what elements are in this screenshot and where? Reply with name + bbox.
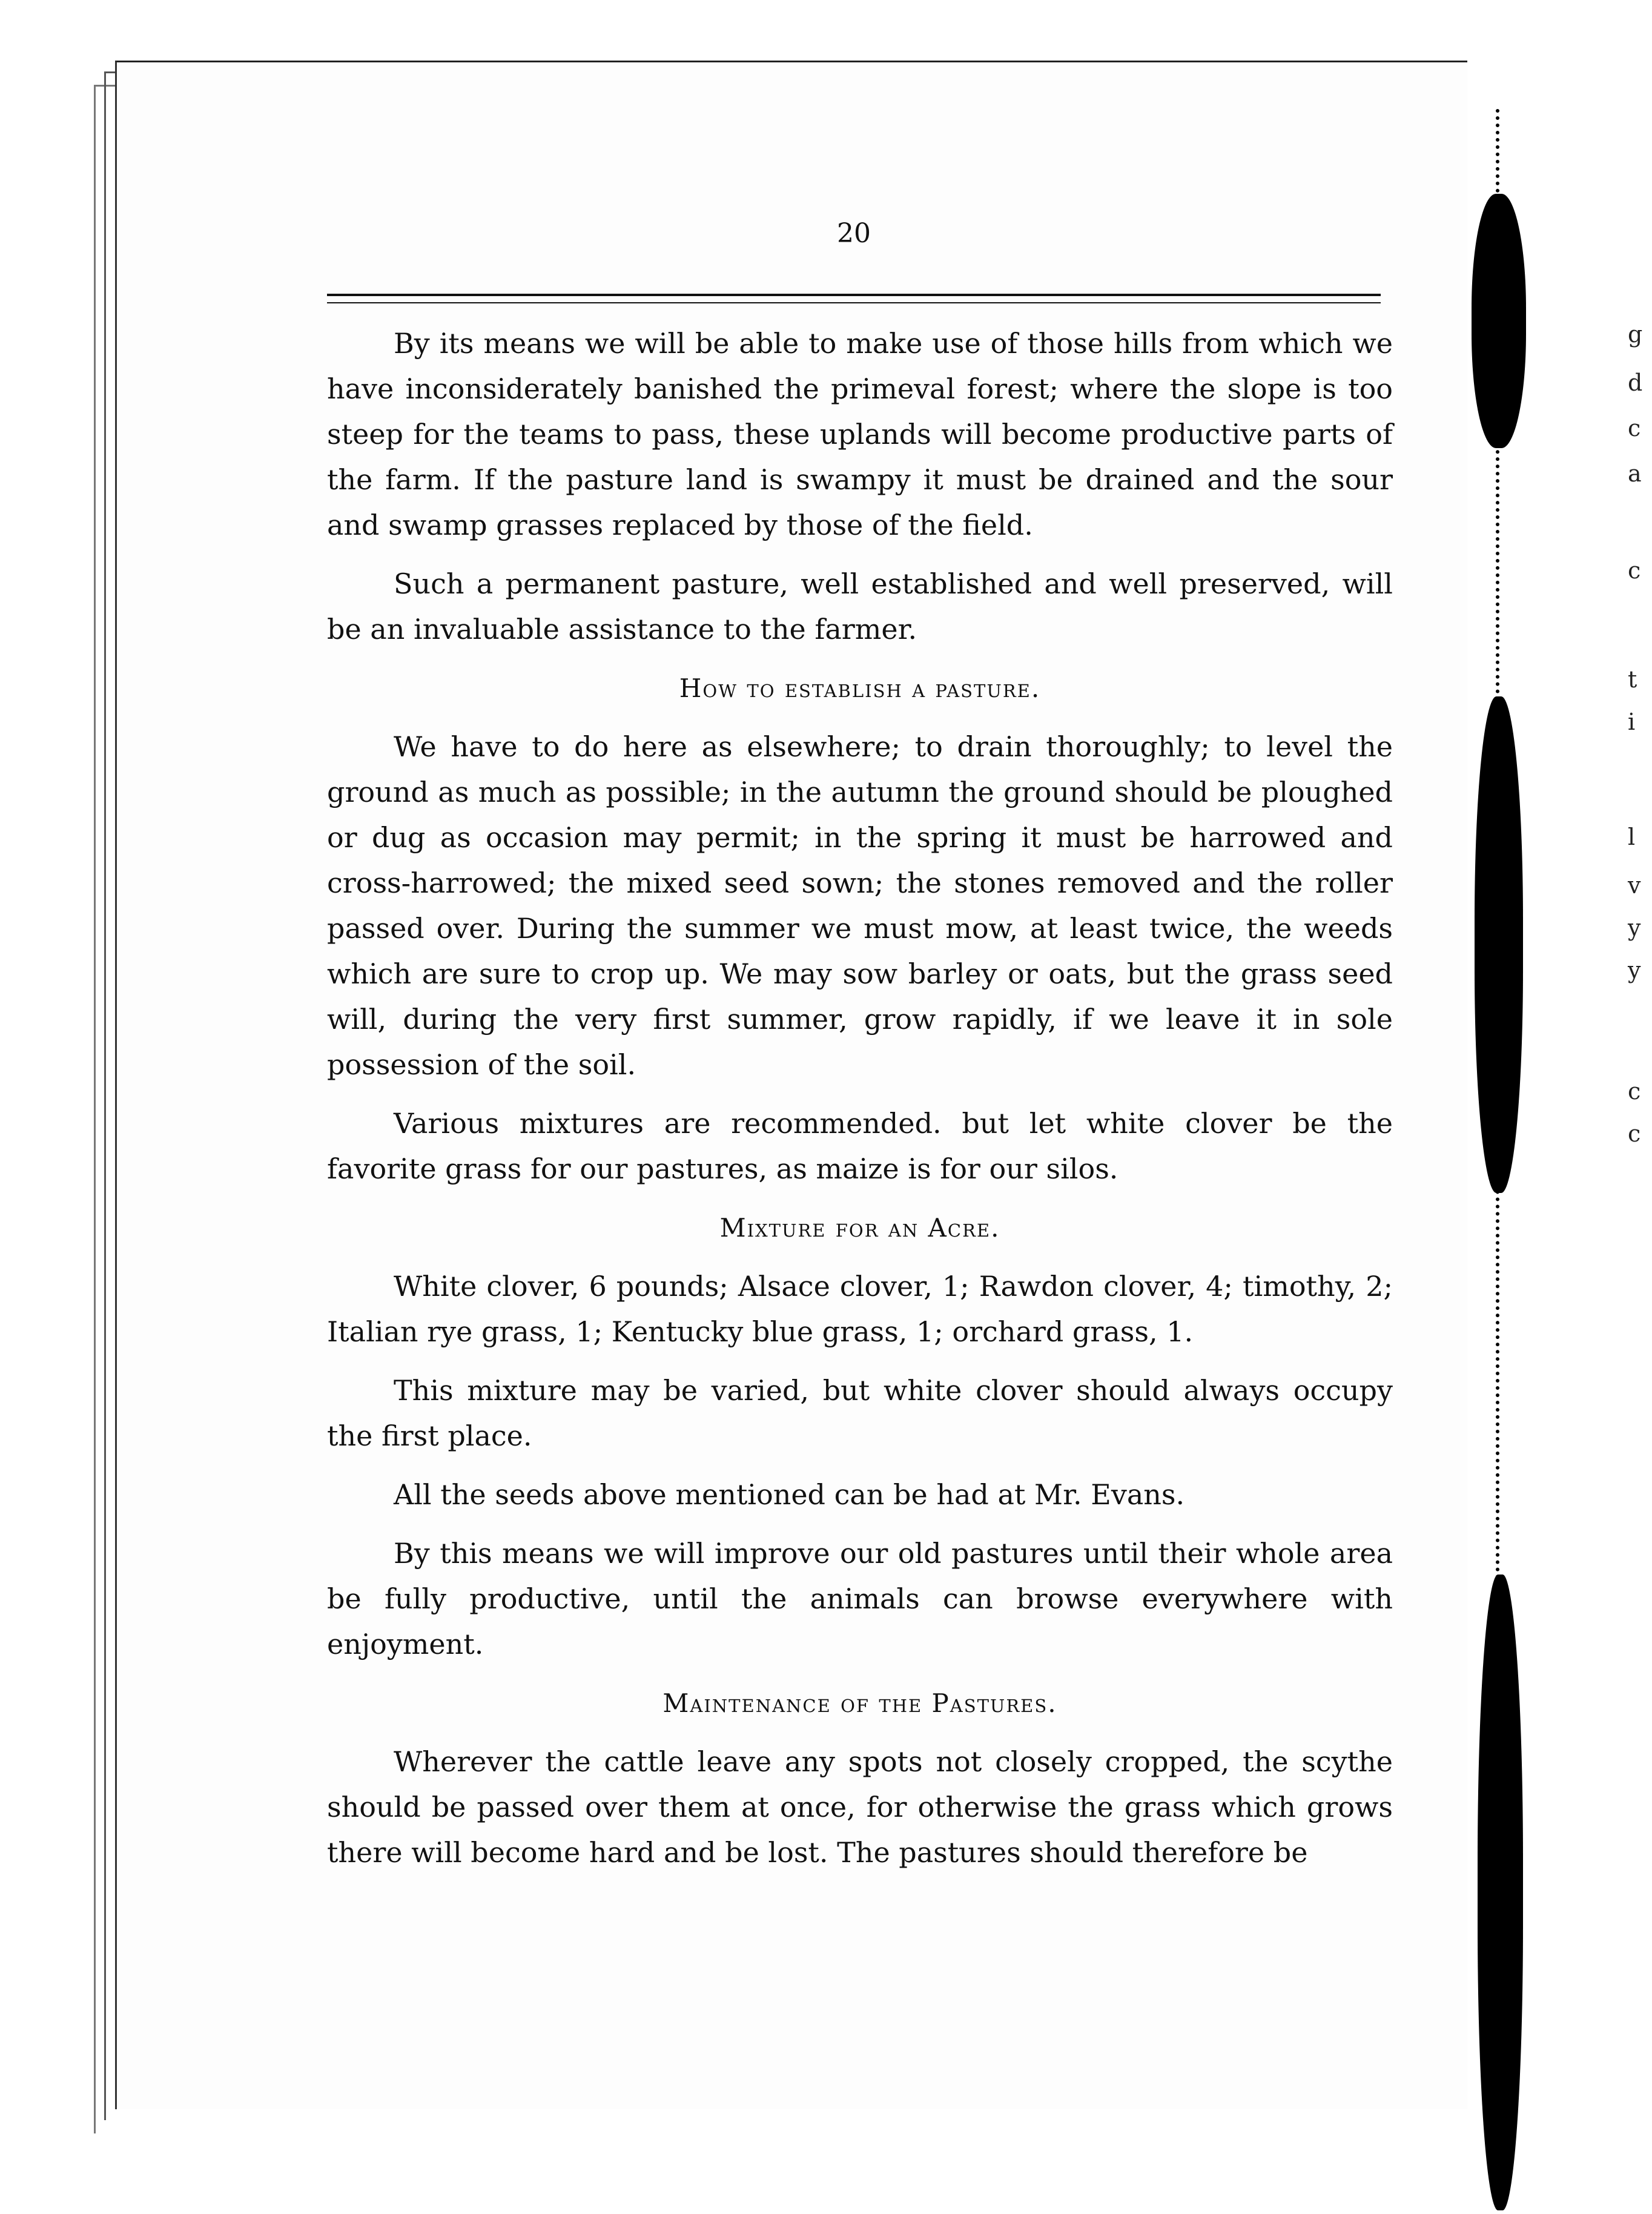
facing-page-fragment <box>1623 242 1652 1696</box>
paragraph: Such a permanent pasture, well established and well preserved, will be an invaluable assistance to the farmer. <box>327 567 1393 646</box>
facing-page-letter: c <box>1628 1078 1641 1105</box>
facing-page-letter: d <box>1628 369 1643 396</box>
paragraph: By its means we will be able to make use of those hills from which we have inconsiderately banished the primeval forest; where the slope is too steep for the teams to pass, these uplands will become productive parts of the farm. If the pasture land is swampy it must be drained and the sour and swamp grasses replaced by those of the field. <box>327 327 1393 541</box>
section-heading: Maintenance of the Pastures. <box>662 1688 1057 1718</box>
facing-page-letter: l <box>1628 824 1636 850</box>
paragraph: All the seeds above mentioned can be had at Mr. Evans. <box>394 1478 1185 1511</box>
section-heading: Mixture for an Acre. <box>719 1213 1000 1243</box>
facing-page-letter: t <box>1628 666 1637 693</box>
paragraph: This mixture may be varied, but white clover should always occupy the first place. <box>327 1374 1393 1452</box>
binding-shadow <box>1472 194 1526 448</box>
paragraph: Various mixtures are recommended. but let white clover be the favorite grass for our pastures, as maize is for our silos. <box>327 1107 1393 1185</box>
paragraph: Wherever the cattle leave any spots not closely cropped, the scythe should be passed over them at once, for otherwise the grass which grows there will become hard and be lost. The pastures should therefore be <box>327 1745 1393 1869</box>
header-rule <box>327 294 1381 303</box>
body-text <box>327 321 1393 1889</box>
facing-page-letter: c <box>1628 557 1641 584</box>
paragraph: By this means we will improve our old pastures until their whole area be fully productive, until the animals can browse everywhere with enjoyment. <box>327 1537 1393 1660</box>
page-number: 20 <box>837 218 871 249</box>
facing-page-letter: c <box>1628 1120 1641 1147</box>
facing-page-letter: g <box>1628 321 1643 348</box>
binding-shadow <box>1475 696 1523 1193</box>
paragraph: White clover, 6 pounds; Alsace clover, 1; Rawdon clover, 4; timothy, 2; Italian rye grass, 1; Kentucky blue grass, 1; orchard grass, 1. <box>327 1270 1393 1348</box>
facing-page-letter: a <box>1628 460 1642 487</box>
section-heading: How to establish a pasture. <box>679 673 1041 703</box>
facing-page-letter: v <box>1628 872 1641 899</box>
facing-page-letter: c <box>1628 415 1641 441</box>
binding-shadow <box>1478 1575 1523 2210</box>
facing-page-letter: y <box>1628 914 1641 941</box>
facing-page-letter: y <box>1628 957 1641 983</box>
paragraph: We have to do here as elsewhere; to drain thoroughly; to level the ground as much as possible; in the autumn the ground should be ploughed or dug as occasion may permit; in the spring it must be harrowed and cross-harrowed; the mixed seed sown; the stones removed and the roller passed over. During the summer we must mow, at least twice, the weeds which are sure to crop up. We may sow barley or oats, but the grass seed will, during the very first summer, grow rapidly, if we leave it in sole possession of the soil. <box>327 730 1393 1081</box>
facing-page-letter: i <box>1628 709 1636 735</box>
